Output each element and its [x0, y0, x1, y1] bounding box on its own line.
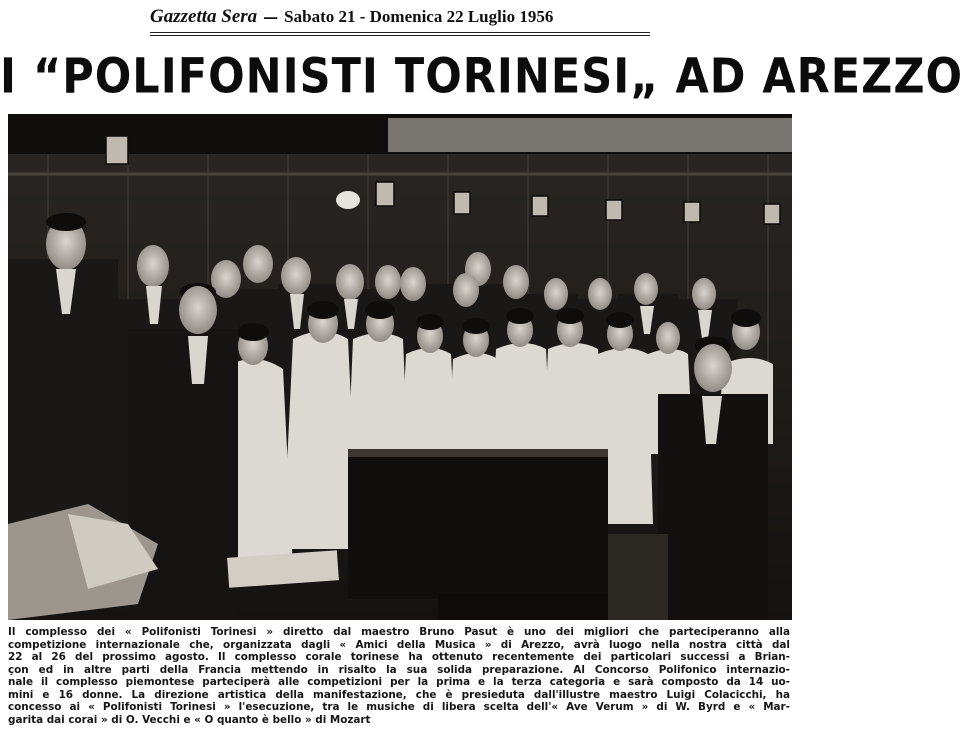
newspaper-name: Gazzetta Sera	[150, 6, 258, 27]
caption-line-3: 22 al 26 del prossimo agosto. Il complesso corale torinese ha ottenuto recentemente dei particolari successi a Brian-	[8, 651, 790, 663]
issue-date: Sabato 21 - Domenica 22 Luglio 1956	[284, 7, 554, 26]
article-headline: I “POLIFONISTI TORINESI„ AD AREZZO	[0, 49, 963, 105]
choir-photograph	[8, 114, 792, 620]
caption-line-4: çon ed in altre parti della Francia mettendo in risalto la sua solida preparazione. Al Concorso Polifonico internazio-	[8, 663, 790, 676]
caption-line-5: nale il complesso piemontese parteciperà alle competizioni per la prima e la terza categoria e sarà composto da 14 uo-	[8, 676, 790, 688]
masthead-separator: —	[263, 8, 279, 26]
photo-caption	[8, 626, 790, 726]
caption-line-7: concesso ai « Polifonisti Torinesi » l'esecuzione, tra le musiche di libera scelta dell'« Ave Verum » di W. Byrd e « Mar-	[8, 701, 790, 713]
masthead-rule	[150, 32, 650, 33]
masthead-rule-second	[150, 35, 650, 36]
masthead	[150, 6, 553, 28]
caption-line-1: Il complesso dei « Polifonisti Torinesi » diretto dal maestro Bruno Pasut è uno dei migliori che parteciperanno alla	[8, 626, 790, 638]
caption-line-6: mini e 16 donne. La direzione artistica della manifestazione, che è presieduta dall'illustre maestro Luigi Colacicchi, ha	[8, 688, 790, 701]
caption-line-2: competizione internazionale che, organizzata dagli « Amici della Musica » di Arezzo, avrà luogo nella nostra città dal	[8, 638, 790, 651]
caption-line-8: garita dai corai » di O. Vecchi e « O quanto è bello » di Mozart	[8, 713, 371, 726]
choir-photo-illustration	[8, 114, 792, 620]
